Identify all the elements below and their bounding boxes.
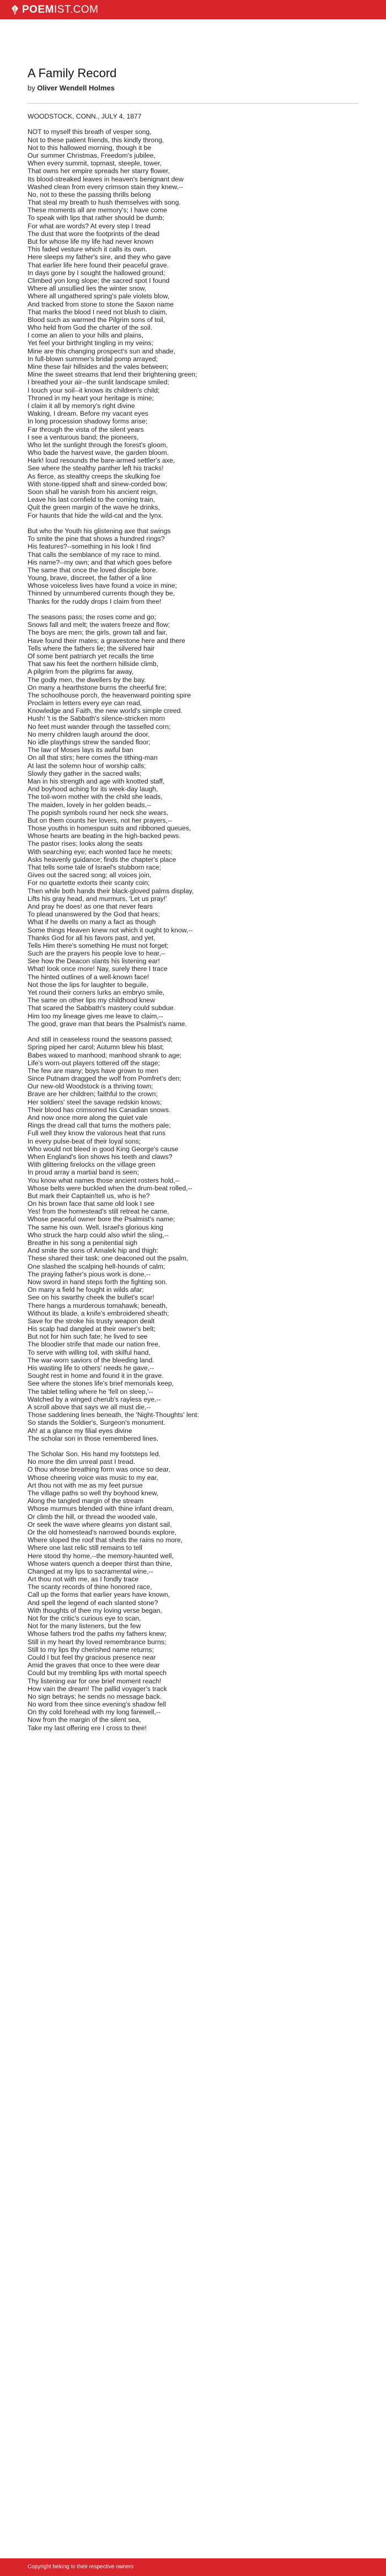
poem-line: The toil-worn mother with the child she leads, xyxy=(28,793,163,801)
poem-line: Whose voiceless lives have found a voice in mine; xyxy=(28,582,177,590)
poem-title: A Family Record xyxy=(28,66,117,80)
poem-line: Life's worn-out players tottered off the stage; xyxy=(28,1059,160,1067)
poem-line: The hinted outlines of a well-known face! xyxy=(28,973,149,981)
poem-line: Snows fall and melt; the waters freeze and flow; xyxy=(28,621,170,629)
poem-line: But on them counts her lovers, not her prayers,-- xyxy=(28,816,173,824)
poem-line: I breathed your air--the sunlit landscape smiled; xyxy=(28,378,169,387)
poem-line: Not for the critic's curious eye to scan, xyxy=(28,1614,141,1622)
poem-line: Yet feel your birthright tingling in my veins; xyxy=(28,339,153,347)
poem-line: That earlier life here found their peaceful grave. xyxy=(28,261,169,269)
poem-line: When every summit, topmast, steeple, tower, xyxy=(28,159,162,168)
poem-content xyxy=(28,66,358,1732)
poem-line: On thy cold forehead with my long farewell,-- xyxy=(28,1708,161,1716)
poem-line: Whose murmurs blended with thine infant dream, xyxy=(28,1505,174,1513)
poem-line: And tracked from stone to stone the Saxon name xyxy=(28,300,174,308)
poem-line: Here sleeps my father's sire, and they who gave xyxy=(28,253,171,261)
poem-line: With thoughts of thee my loving verse began, xyxy=(28,1606,162,1614)
poem-line: Not to these patient friends, this kindly throng, xyxy=(28,136,164,144)
poem-line: This faded vesture which it calls its own. xyxy=(28,245,147,254)
poem-line: Who held from God the charter of the soil. xyxy=(28,324,153,332)
poem-line: The praying father's pious work is done,-- xyxy=(28,1270,151,1278)
poem-line: Since Putnam dragged the wolf from Pomfret's den; xyxy=(28,1075,181,1083)
poem-line: Still in my heart thy loved remembrance burns; xyxy=(28,1638,167,1646)
poem-line: And now once more along the quiet vale xyxy=(28,1114,148,1121)
poem-line: Far through the vista of the silent years xyxy=(28,425,144,433)
poem-line: The godly men, the dwellers by the bay. xyxy=(28,675,146,684)
poem-line: The same on other lips my childhood knew xyxy=(28,996,156,1005)
poem-line: But for whose life my life had never known xyxy=(28,238,154,245)
poem-line: Of some bent patriarch yet recalls the time xyxy=(28,652,154,660)
poem-line: Without its blade, a knife's embroidered sheath; xyxy=(28,1309,169,1317)
poem-line: When England's lion shows his teeth and claws? xyxy=(28,1152,173,1161)
stanza-break xyxy=(28,605,358,613)
poem-line: That calls the semblance of my race to mind. xyxy=(28,550,161,559)
poem-line: Art thou not with me, as I fondly trace xyxy=(28,1575,139,1584)
poem-line: Whose hearts are beating in the high-backed pews. xyxy=(28,832,181,840)
poem-line: The pastor rises; looks along the seats xyxy=(28,840,143,848)
poem-line: Yet round their corners lurks an embryo smile, xyxy=(28,989,165,996)
poem-line: I come an alien to your hills and plains, xyxy=(28,331,144,340)
poem-line: Tells Him there's something He must not forget; xyxy=(28,941,169,949)
poem-line: See how the Deacon slants his listening ear! xyxy=(28,957,160,965)
poem-line: Knowledge and Faith, the new world's simple creed. xyxy=(28,707,183,715)
poem-line: What! look once more! Nay, surely there I trace xyxy=(28,965,168,973)
poem-line: Mine the sweet streams that lend their brightening green; xyxy=(28,371,197,379)
logo-text: POEMIST.COM xyxy=(22,4,99,15)
poem-line: Could but my trembling lips with mortal speech xyxy=(28,1669,167,1677)
poem-line: The scanty records of thine honored race, xyxy=(28,1583,152,1591)
poem-line: And spell the legend of each slanted stone? xyxy=(28,1598,158,1607)
poem-line: Could I but feel thy gracious presence near xyxy=(28,1653,156,1661)
stanza-break xyxy=(28,519,358,527)
poem-line: Their blood has crimsoned his Canadian snows. xyxy=(28,1105,171,1114)
poem-line: So stands the Soldier's, Surgeon's monument. xyxy=(28,1419,165,1427)
poem-line: His features?--something in his look I find xyxy=(28,543,151,551)
poem-line: Asks heavenly guidance; finds the chapter's place xyxy=(28,855,176,863)
poem-line: Who would not bleed in good King George's cause xyxy=(28,1145,179,1153)
poem-line: Who struck the harp could also whirl the sling,-- xyxy=(28,1231,169,1239)
poem-line: That steal my breath to hush themselves with song. xyxy=(28,198,181,207)
poem-line: The same that once the loved disciple bore. xyxy=(28,566,158,574)
poem-line: WOODSTOCK, CONN., JULY 4, 1877 xyxy=(28,112,142,120)
poem-line: Soon shall he vanish from his ancient reign, xyxy=(28,488,158,496)
poem-line: Whose fathers trod the paths my fathers knew; xyxy=(28,1630,167,1638)
poem-line: The same his own. Well, Israel's glorious king xyxy=(28,1223,163,1231)
poem-line: These shared their task; one deaconed out the psalm, xyxy=(28,1254,189,1263)
poem-line: His scalp had dangled at their owner's belt; xyxy=(28,1325,156,1333)
poem-line: The law of Moses lays its awful ban xyxy=(28,746,133,754)
poem-line: No, not to these the passing thrills belong xyxy=(28,190,151,198)
poem-line: Then while both hands their black-gloved palms display, xyxy=(28,887,194,895)
poem-line: That owns her empire spreads her starry flower, xyxy=(28,167,170,175)
poem-line: Call up the forms that earlier years have known, xyxy=(28,1591,170,1599)
poem-line: Mine are this changing prospect's sun and shade, xyxy=(28,347,175,355)
poem-line: Climbed yon long slope; the sacred spot I found xyxy=(28,276,170,285)
poem-line: See where the stones life's brief memorials keep, xyxy=(28,1380,174,1388)
poem-line: NOT to myself this breath of vesper song, xyxy=(28,128,152,136)
poem-line: To plead unanswered by the God that hears; xyxy=(28,910,160,919)
poem-line: Thy listening ear for one brief moment reach! xyxy=(28,1677,162,1685)
poem-line: Or climb the hill, or thread the wooded vale, xyxy=(28,1512,158,1521)
poem-line: Where all unsullied lies the winter snow, xyxy=(28,285,147,293)
poem-line: The Scholar Son. His hand my footsteps led. xyxy=(28,1450,161,1458)
poem-line: The good, grave man that bears the Psalmist's name. xyxy=(28,1019,187,1028)
poem-line: Have found their mates; a gravestone here and there xyxy=(28,636,185,645)
poem-body xyxy=(28,112,358,1732)
poem-line: Those youths in homespun suits and ribboned queues, xyxy=(28,824,191,833)
poem-line: Blood such as warmed the Pilgrim sons of toil, xyxy=(28,315,165,324)
poem-line: Spring piped her carol; Autumn blew his blast; xyxy=(28,1043,164,1051)
poem-line: In days gone by I sought the hallowed ground; xyxy=(28,269,165,277)
poem-line: No more the dim unreal past I tread. xyxy=(28,1458,136,1466)
poem-line: Take my last offering ere I cross to thee! xyxy=(28,1724,147,1732)
poem-line: Here stood thy home,--the memory-haunted well, xyxy=(28,1552,174,1560)
poem-line: Not to this hallowed morning, though it be xyxy=(28,143,152,152)
poem-line: Him too my lineage gives me leave to claim,-- xyxy=(28,1012,163,1020)
poem-line: How vain the dream! The pallid voyager's track xyxy=(28,1684,167,1693)
poem-line: Sought rest in home and found it in the grave. xyxy=(28,1372,164,1380)
poem-line: Breathe in his song a penitential sigh xyxy=(28,1239,138,1247)
divider xyxy=(28,103,358,104)
poem-line: Brave are her children; faithful to the crown; xyxy=(28,1090,158,1098)
stanza-break xyxy=(28,120,358,128)
poem-line: Proclaim in letters every eye can read, xyxy=(28,699,142,707)
poem-line: Washed clean from every crimson stain they knew,-- xyxy=(28,183,183,191)
poem-line: His name?--my own; and that which goes before xyxy=(28,558,172,566)
poem-line: Where one last relic still remains to tell xyxy=(28,1544,142,1552)
poem-line: That marks the blood I need not blush to claim, xyxy=(28,308,168,316)
poem-line: That scared the Sabbath's mastery could subdue. xyxy=(28,1004,175,1012)
poem-line: For what are words? At every step I tread xyxy=(28,222,151,230)
poem-line: His wasting life to others' needs he gave,-- xyxy=(28,1364,154,1372)
poem-line: Thanks God for all his favors past, and yet, xyxy=(28,933,156,942)
poem-line: On many a hearthstone burns the cheerful fire; xyxy=(28,683,167,691)
poem-line: A pilgrim from the pilgrims far away, xyxy=(28,668,134,676)
poem-line: Along the tangled margin of the stream xyxy=(28,1497,144,1505)
poem-line: And pray he does! as one that never fears xyxy=(28,902,153,910)
poem-line: These moments all are memory's; I have come xyxy=(28,206,167,214)
poem-line: But who the Youth his glistening axe that swings xyxy=(28,527,171,535)
poem-line: At last the solemn hour of worship calls; xyxy=(28,761,146,770)
poem-line: No sign betrays; he sends no message back. xyxy=(28,1692,162,1700)
poem-line: With glittering firelocks on the village green xyxy=(28,1161,156,1169)
poem-line: Whose cheering voice was music to my ear, xyxy=(28,1473,159,1482)
poem-line: Throned in my heart your heritage is mine; xyxy=(28,394,154,402)
poem-line: I claim it all by memory's right divine xyxy=(28,401,135,410)
poem-line: Save for the stroke his trusty weapon dealt xyxy=(28,1317,155,1325)
poem-line: With stone-tipped shaft and sinew-corded bow; xyxy=(28,480,168,488)
poem-line: Gives out the sacred song; all voices join, xyxy=(28,871,152,879)
poem-line: Where all ungathered spring's pale violets blow, xyxy=(28,292,170,300)
poem-line: Mine these fair hillsides and the vales between; xyxy=(28,363,169,371)
poem-line: You know what names those ancient rosters hold,-- xyxy=(28,1176,180,1184)
poem-line: The few are many; boys have grown to men xyxy=(28,1066,159,1075)
poem-line: O thou whose breathing form was once so dear, xyxy=(28,1466,170,1474)
poem-line: For no quartette extorts their scanty coin; xyxy=(28,879,150,887)
poem-line: But not for him such fate; he lived to see xyxy=(28,1333,148,1341)
poem-line: See on his swarthy cheek the bullet's scar! xyxy=(28,1294,154,1302)
poem-line: In long procession shadowy forms arise; xyxy=(28,417,148,426)
poem-line: See where the stealthy panther left his tracks! xyxy=(28,464,164,473)
byline: by Oliver Wendell Holmes xyxy=(28,84,115,92)
poem-line: Watched by a winged cherub's rayless eye,-- xyxy=(28,1395,161,1403)
poem-line: In every pulse-beat of their loyal sons; xyxy=(28,1137,141,1145)
poem-line: The tablet telling where he 'fell on sleep,'-- xyxy=(28,1387,153,1396)
poem-line: And still in ceaseless round the seasons passed; xyxy=(28,1035,173,1044)
poem-line: Our summer Christmas, Freedom's jubilee, xyxy=(28,151,156,159)
poem-line: As fierce, as stealthy creeps the skulking foe xyxy=(28,472,160,480)
poem-line: Rings the dread call that turns the mothers pale; xyxy=(28,1121,171,1130)
poem-line: The popish symbols round her neck she wears, xyxy=(28,808,169,817)
poem-line: The boys are men; the girls, grown tall and fair, xyxy=(28,629,168,637)
stanza-break xyxy=(28,1028,358,1035)
poem-line: Waking, I dream. Before my vacant eyes xyxy=(28,410,149,418)
poem-line: And boyhood aching for its week-day laugh, xyxy=(28,785,158,793)
poem-line: That saw his feet the northern hillside climb, xyxy=(28,660,159,668)
poem-line: To smite the pine that shows a hundred rings? xyxy=(28,535,165,543)
poem-line: Some things Heaven knew not which it ought to know,-- xyxy=(28,926,193,934)
poem-line: There hangs a murderous tomahawk; beneath, xyxy=(28,1301,168,1310)
poem-line: In full-blown summer's bridal pomp arrayed; xyxy=(28,355,158,363)
poem-line: The dust that wore the footprints of the dead xyxy=(28,229,160,238)
poem-line: Young, brave, discreet, the father of a line xyxy=(28,574,152,582)
poem-line: The schoolhouse porch, the heavenward pointing spire xyxy=(28,691,191,699)
poem-line: Whose waters quench a deeper thirst than thine, xyxy=(28,1559,173,1568)
poem-line: Whose peaceful owner bore the Psalmist's name; xyxy=(28,1215,175,1223)
poem-line: Whose belts were buckled when the drum-beat rolled,-- xyxy=(28,1184,192,1192)
poem-line: No word from thee since evening's shadow fell xyxy=(28,1700,166,1709)
poem-line: Changed at my lips to sacramental wine,-- xyxy=(28,1567,153,1575)
poem-line: Thanks for the ruddy drops I claim from thee! xyxy=(28,597,162,605)
poem-line: Not those the lips for laughter to beguile, xyxy=(28,980,148,989)
poem-line: I touch your soil--it knows its children's child; xyxy=(28,386,160,394)
poem-line: Her soldiers' steel the savage redskin knows; xyxy=(28,1098,162,1106)
poem-line: That tells some tale of Israel's stubborn race; xyxy=(28,863,162,871)
poem-line: With searching eye; each wonted face he meets; xyxy=(28,847,173,856)
poem-line: Or seek the wave where gleams yon distant sail, xyxy=(28,1520,172,1528)
poem-line: The scholar son in those remembered lines. xyxy=(28,1434,159,1442)
poem-line: Quit the green margin of the wave he drinks, xyxy=(28,503,160,512)
author-name[interactable]: Oliver Wendell Holmes xyxy=(37,84,115,92)
poem-line: Not for the many listeners, but the few xyxy=(28,1622,141,1630)
poem-line: In proud array a martial band is seen; xyxy=(28,1168,139,1177)
poem-line: But mark their Captain!tell us, who is he? xyxy=(28,1192,150,1200)
poem-line: One slashed the scalping hell-hounds of calm; xyxy=(28,1262,165,1270)
poem-line: For haunts that hide the wild-cat and the lynx. xyxy=(28,511,163,519)
poem-line: A scroll above that says we all must die,-- xyxy=(28,1403,151,1411)
poem-line: Still to my lips thy cherished name returns; xyxy=(28,1645,154,1654)
poem-line: On many a field he fought in wilds afar; xyxy=(28,1286,144,1294)
poem-line: Such are the prayers his people love to hear,-- xyxy=(28,949,165,958)
poem-line: Who bade the harvest wave, the garden bloom. xyxy=(28,449,169,457)
poem-line: What if he dwells on many a fact as though xyxy=(28,918,156,926)
poem-line: Tells where the fathers lie; the silvered hair xyxy=(28,644,155,652)
poem-line: To serve with willing toil, with skilful hand, xyxy=(28,1348,151,1356)
poem-line: Its blood-streaked leaves in heaven's benignant dew xyxy=(28,175,184,183)
poem-line: Those saddening lines beneath, the 'Night-Thoughts' lent: xyxy=(28,1411,199,1419)
poem-line: The war-worn saviors of the bleeding land. xyxy=(28,1356,154,1364)
poem-line: Ah! at a glance my filial eyes divine xyxy=(28,1426,132,1435)
site-footer xyxy=(0,2558,386,2576)
poem-line: Man in his strength and age with knotted staff, xyxy=(28,777,165,785)
poem-line: Thinned by unnumbered currents though they be, xyxy=(28,589,175,598)
poem-line: The village paths so well thy boyhood knew, xyxy=(28,1489,159,1497)
poem-line: Slowly they gather in the sacred walls; xyxy=(28,769,142,777)
quill-icon xyxy=(11,5,19,15)
poem-line: To speak with lips that rather should be dumb; xyxy=(28,214,164,222)
poem-line: I see a venturous band; the pioneers, xyxy=(28,433,139,441)
poem-line: No idle playthings strew the sanded floor; xyxy=(28,738,151,746)
poem-line: Now from the margin of the silent sea, xyxy=(28,1716,141,1724)
poem-line: The maiden, lovely in her golden beads,-- xyxy=(28,801,152,809)
poem-line: Hush! 't is the Sabbath's silence-stricken morn xyxy=(28,715,165,723)
poem-line: Hark! loud resounds the bare-armed settler's axe, xyxy=(28,457,175,465)
poem-line: The bloodier strife that made our nation free, xyxy=(28,1340,160,1349)
poem-line: Babes waxed to manhood; manhood shrank to age; xyxy=(28,1051,182,1059)
poem-line: Lifts his gray head, and murmurs, 'Let us pray!' xyxy=(28,894,167,903)
poem-line: On all that stirs; here comes the tithing-man xyxy=(28,754,158,762)
poem-line: Full well they know the valorous heat that runs xyxy=(28,1129,165,1137)
stanza-break xyxy=(28,1442,358,1450)
poem-line: Or the old homestead's narrowed bounds explore, xyxy=(28,1528,176,1536)
poem-line: Art thou not with me as my feet pursue xyxy=(28,1481,143,1489)
poem-line: On his brown face that same old look I see xyxy=(28,1200,155,1208)
site-header xyxy=(0,0,386,19)
site-logo[interactable] xyxy=(11,4,99,15)
poem-line: Leave his last cornfield to the coming train, xyxy=(28,496,156,504)
poem-line: Amid the graves that once to thee were dear xyxy=(28,1661,160,1670)
poem-line: Yes! from the homestead's still retreat he came, xyxy=(28,1208,169,1216)
poem-line: The seasons pass; the roses come and go; xyxy=(28,613,157,621)
poem-line: No merry children laugh around the door, xyxy=(28,730,150,738)
poem-line: Now sword in hand steps forth the fighting son. xyxy=(28,1278,168,1286)
poem-line: No feet must wander through the tasselled corn; xyxy=(28,722,171,731)
poem-line: Where sloped the roof that sheds the rains no more, xyxy=(28,1536,183,1544)
poem-line: Our new-old Woodstock is a thriving town; xyxy=(28,1082,153,1091)
poem-line: Who let the sunlight through the forest's gloom, xyxy=(28,441,168,449)
poem-line: And smite the sons of Amalek hip and thigh: xyxy=(28,1247,159,1255)
copyright-text: Copyright belong to their respective owners xyxy=(28,2564,134,2570)
